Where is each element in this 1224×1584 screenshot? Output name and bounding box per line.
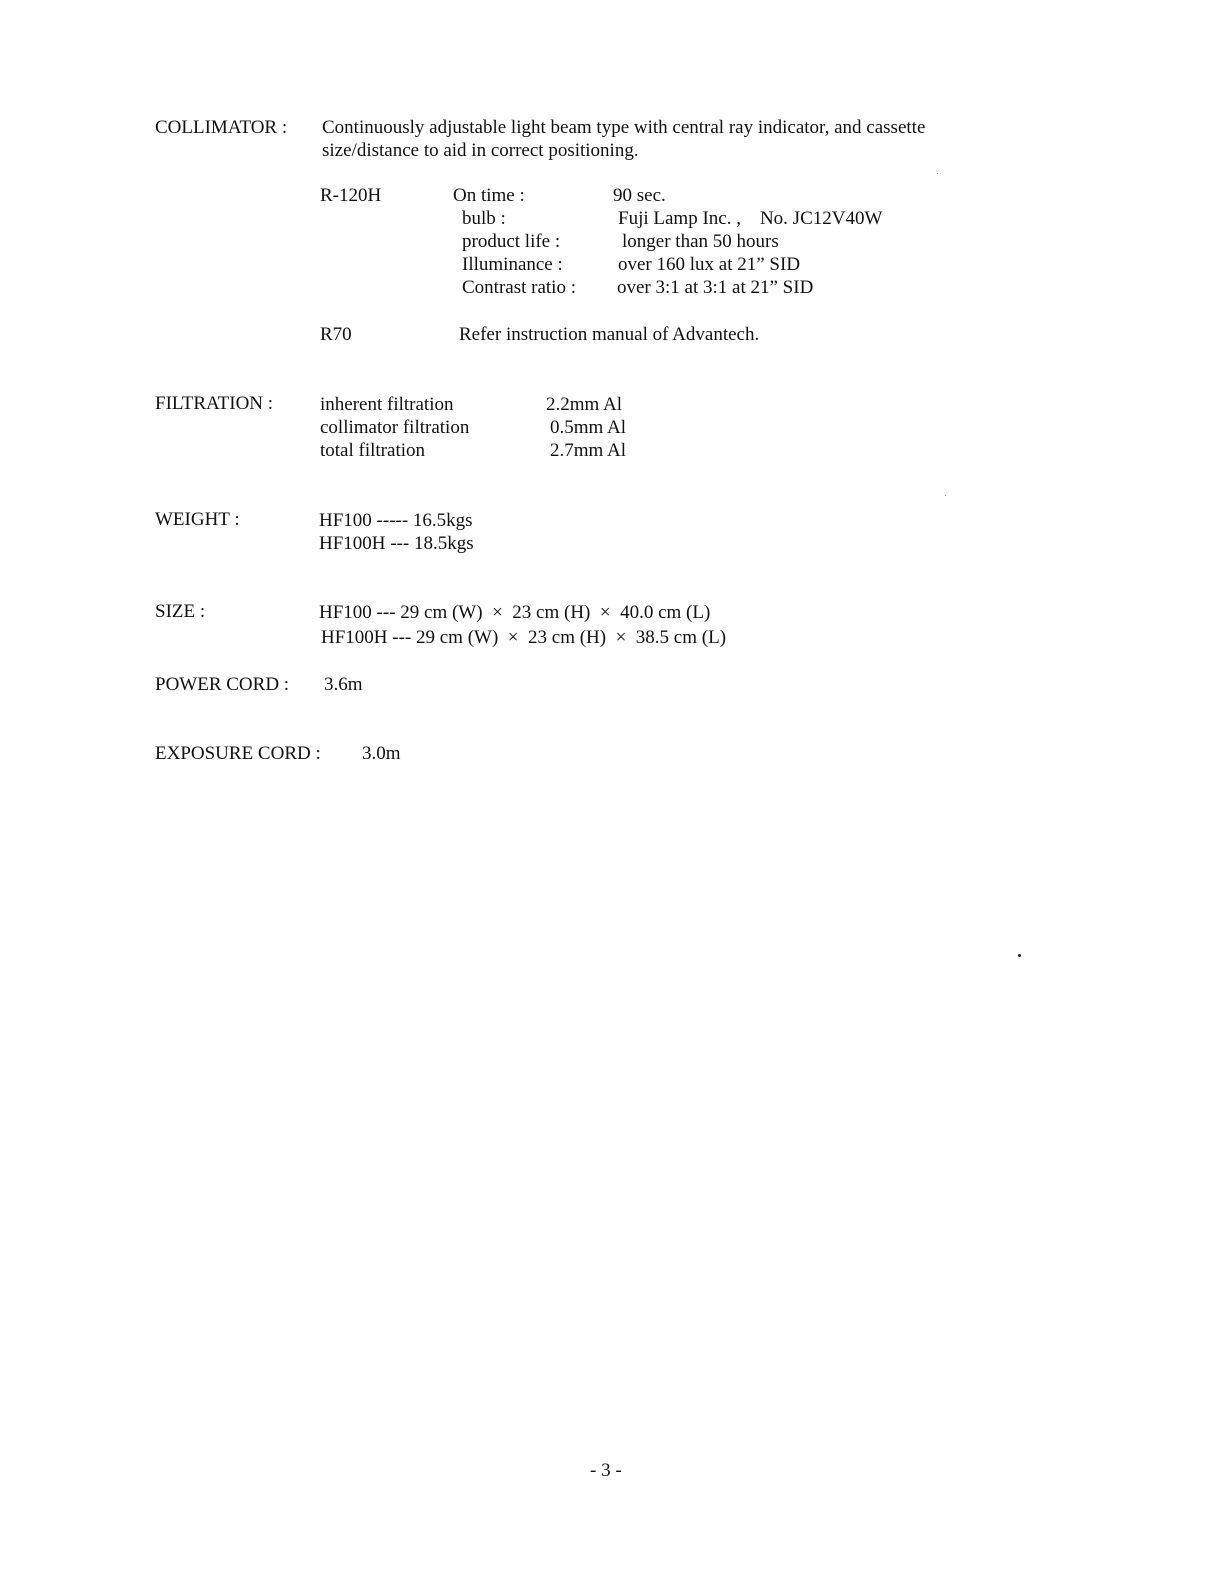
scan-speck [945,495,946,496]
spec-value-contrast-ratio: over 3:1 at 3:1 at 21” SID [617,277,814,298]
spec-value-illuminance: over 160 lux at 21” SID [618,254,801,275]
filtration-name-inherent: inherent filtration [320,394,454,415]
spec-key-bulb: bulb : [462,208,506,229]
spec-value-product-life: longer than 50 hours [622,231,779,252]
filtration-name-total: total filtration [320,440,426,461]
size-hf100h: HF100H --- 29 cm (W) × 23 cm (H) × 38.5 cm (L) [321,627,727,648]
spec-key-contrast-ratio: Contrast ratio : [462,277,576,298]
collimator-r70-note: Refer instruction manual of Advantech. [459,324,760,345]
page-number: - 3 - [590,1460,622,1481]
spec-value-bulb: Fuji Lamp Inc. , No. JC12V40W [618,208,883,229]
power-cord-value: 3.6m [324,674,363,695]
weight-label: WEIGHT : [155,509,240,530]
collimator-label: COLLIMATOR : [155,117,288,138]
filtration-value-total: 2.7mm Al [550,440,627,461]
weight-hf100h: HF100H --- 18.5kgs [319,533,474,554]
collimator-model-r70: R70 [320,324,352,345]
weight-hf100: HF100 ----- 16.5kgs [319,510,473,531]
collimator-description-line1: Continuously adjustable light beam type with central ray indicator, and cassette [322,117,926,138]
spec-key-product-life: product life : [462,231,561,252]
filtration-value-inherent: 2.2mm Al [546,394,623,415]
filtration-name-collimator: collimator filtration [320,417,470,438]
filtration-label: FILTRATION : [155,393,274,414]
scan-speck [937,173,938,174]
scan-dot [1018,954,1021,957]
power-cord-label: POWER CORD : [155,674,290,695]
size-hf100: HF100 --- 29 cm (W) × 23 cm (H) × 40.0 cm (L) [319,602,711,623]
size-label: SIZE : [155,601,206,622]
filtration-value-collimator: 0.5mm Al [550,417,627,438]
spec-key-on-time: On time : [453,185,525,206]
exposure-cord-value: 3.0m [362,743,401,764]
exposure-cord-label: EXPOSURE CORD : [155,743,321,764]
spec-key-illuminance: Illuminance : [462,254,563,275]
collimator-model-r120h: R-120H [320,185,382,206]
spec-value-on-time: 90 sec. [613,185,666,206]
collimator-description-line2: size/distance to aid in correct positioning. [322,140,639,161]
